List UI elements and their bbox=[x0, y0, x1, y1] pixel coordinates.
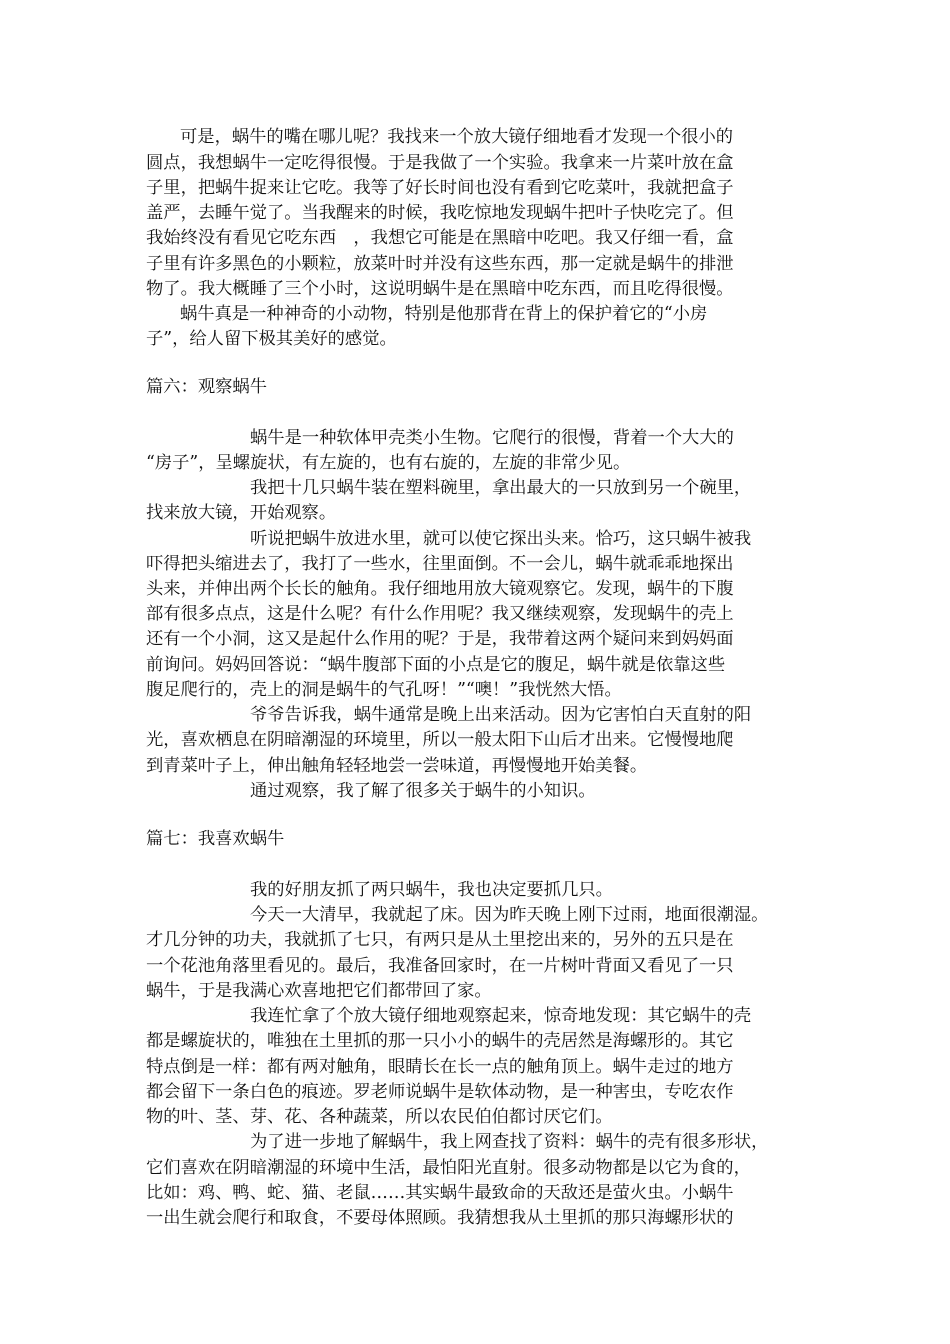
paragraph-line: 才几分钟的功夫，我就抓了七只，有两只是从土里挖出来的，另外的五只是在 bbox=[146, 930, 734, 950]
section-title: 篇七：我喜欢蜗牛 bbox=[146, 829, 285, 849]
paragraph-line: 子里，把蜗牛捉来让它吃。我等了好长时间也没有看到它吃菜叶，我就把盒子 bbox=[146, 178, 734, 198]
paragraph-line: 头来，并伸出两个长长的触角。我仔细地用放大镜观察它。发现，蜗牛的下腹 bbox=[146, 579, 734, 599]
paragraph-line: 前询问。妈妈回答说：“蜗牛腹部下面的小点是它的腹足，蜗牛就是依靠这些 bbox=[146, 655, 726, 675]
section-title: 篇六：观察蜗牛 bbox=[146, 377, 267, 397]
paragraph-line: 到青菜叶子上，伸出触角轻轻地尝一尝味道，再慢慢地开始美餐。 bbox=[146, 756, 648, 776]
paragraph-line: 部有很多点点，这是什么呢？有什么作用呢？我又继续观察，发现蜗牛的壳上 bbox=[146, 604, 734, 624]
paragraph-line: 我始终没有看见它吃东西 ，我想它可能是在黑暗中吃吧。我又仔细一看，盒 bbox=[146, 228, 734, 248]
paragraph-line: 比如：鸡、鸭、蛇、猫、老鼠……其实蜗牛最致命的天敌还是萤火虫。小蜗牛 bbox=[146, 1183, 734, 1203]
paragraph-line: 为了进一步地了解蜗牛，我上网查找了资料：蜗牛的壳有很多形状， bbox=[250, 1132, 769, 1152]
paragraph-line: 特点倒是一样：都有两对触角，眼睛长在长一点的触角顶上。蜗牛走过的地方 bbox=[146, 1057, 734, 1077]
paragraph-line: 吓得把头缩进去了，我打了一些水，往里面倒。不一会儿，蜗牛就乖乖地探出 bbox=[146, 554, 734, 574]
paragraph-line: 可是，蜗牛的嘴在哪儿呢？我找来一个放大镜仔细地看才发现一个很小的 bbox=[180, 127, 734, 147]
paragraph-line: 子”，给人留下极其美好的感觉。 bbox=[146, 329, 397, 349]
paragraph-line: 腹足爬行的，壳上的洞是蜗牛的气孔呀！”“噢！”我恍然大悟。 bbox=[146, 680, 622, 700]
paragraph-line: 物的叶、茎、芽、花、各种蔬菜，所以农民伯伯都讨厌它们。 bbox=[146, 1107, 613, 1127]
paragraph-line: 子里有许多黑色的小颗粒，放菜叶时并没有这些东西，那一定就是蜗牛的排泄 bbox=[146, 254, 734, 274]
paragraph-line: 找来放大镜，开始观察。 bbox=[146, 503, 337, 523]
paragraph-line: 我把十几只蜗牛装在塑料碗里，拿出最大的一只放到另一个碗里， bbox=[250, 478, 752, 498]
paragraph-line: 蜗牛，于是我满心欢喜地把它们都带回了家。 bbox=[146, 981, 492, 1001]
paragraph-line: 今天一大清早，我就起了床。因为昨天晚上刚下过雨，地面很潮湿。 bbox=[250, 905, 769, 925]
paragraph-line: 都会留下一条白色的痕迹。罗老师说蜗牛是软体动物，是一种害虫，专吃农作 bbox=[146, 1082, 734, 1102]
paragraph-line: 盖严，去睡午觉了。当我醒来的时候，我吃惊地发现蜗牛把叶子快吃完了。但 bbox=[146, 203, 734, 223]
paragraph-line: 还有一个小洞，这又是起什么作用的呢？于是，我带着这两个疑问来到妈妈面 bbox=[146, 629, 734, 649]
paragraph-line: 蜗牛是一种软体甲壳类小生物。它爬行的很慢，背着一个大大的 bbox=[250, 428, 734, 448]
paragraph-line: 我连忙拿了个放大镜仔细地观察起来，惊奇地发现：其它蜗牛的壳 bbox=[250, 1006, 752, 1026]
paragraph-line: 它们喜欢在阴暗潮湿的环境中生活，最怕阳光直射。很多动物都是以它为食的， bbox=[146, 1158, 751, 1178]
paragraph-line: 光，喜欢栖息在阴暗潮湿的环境里，所以一般太阳下山后才出来。它慢慢地爬 bbox=[146, 730, 734, 750]
paragraph-line: 一出生就会爬行和取食，不要母体照顾。我猜想我从土里抓的那只海螺形状的 bbox=[146, 1208, 734, 1228]
paragraph-line: “房子”，呈螺旋状，有左旋的，也有右旋的，左旋的非常少见。 bbox=[146, 453, 631, 473]
paragraph-line: 爷爷告诉我，蜗牛通常是晚上出来活动。因为它害怕白天直射的阳 bbox=[250, 705, 752, 725]
paragraph-line: 我的好朋友抓了两只蜗牛，我也决定要抓几只。 bbox=[250, 880, 613, 900]
paragraph-line: 听说把蜗牛放进水里，就可以使它探出头来。恰巧，这只蜗牛被我 bbox=[250, 529, 752, 549]
paragraph-line: 通过观察，我了解了很多关于蜗牛的小知识。 bbox=[250, 781, 596, 801]
paragraph-line: 一个花池角落里看见的。最后，我准备回家时，在一片树叶背面又看见了一只 bbox=[146, 956, 734, 976]
paragraph-line: 蜗牛真是一种神奇的小动物，特别是他那背在背上的保护着它的“小房 bbox=[180, 304, 708, 324]
paragraph-line: 都是螺旋状的，唯独在土里抓的那一只小小的蜗牛的壳居然是海螺形的。其它 bbox=[146, 1031, 734, 1051]
paragraph-line: 圆点，我想蜗牛一定吃得很慢。于是我做了一个实验。我拿来一片菜叶放在盒 bbox=[146, 153, 734, 173]
paragraph-line: 物了。我大概睡了三个小时，这说明蜗牛是在黑暗中吃东西，而且吃得很慢。 bbox=[146, 279, 734, 299]
